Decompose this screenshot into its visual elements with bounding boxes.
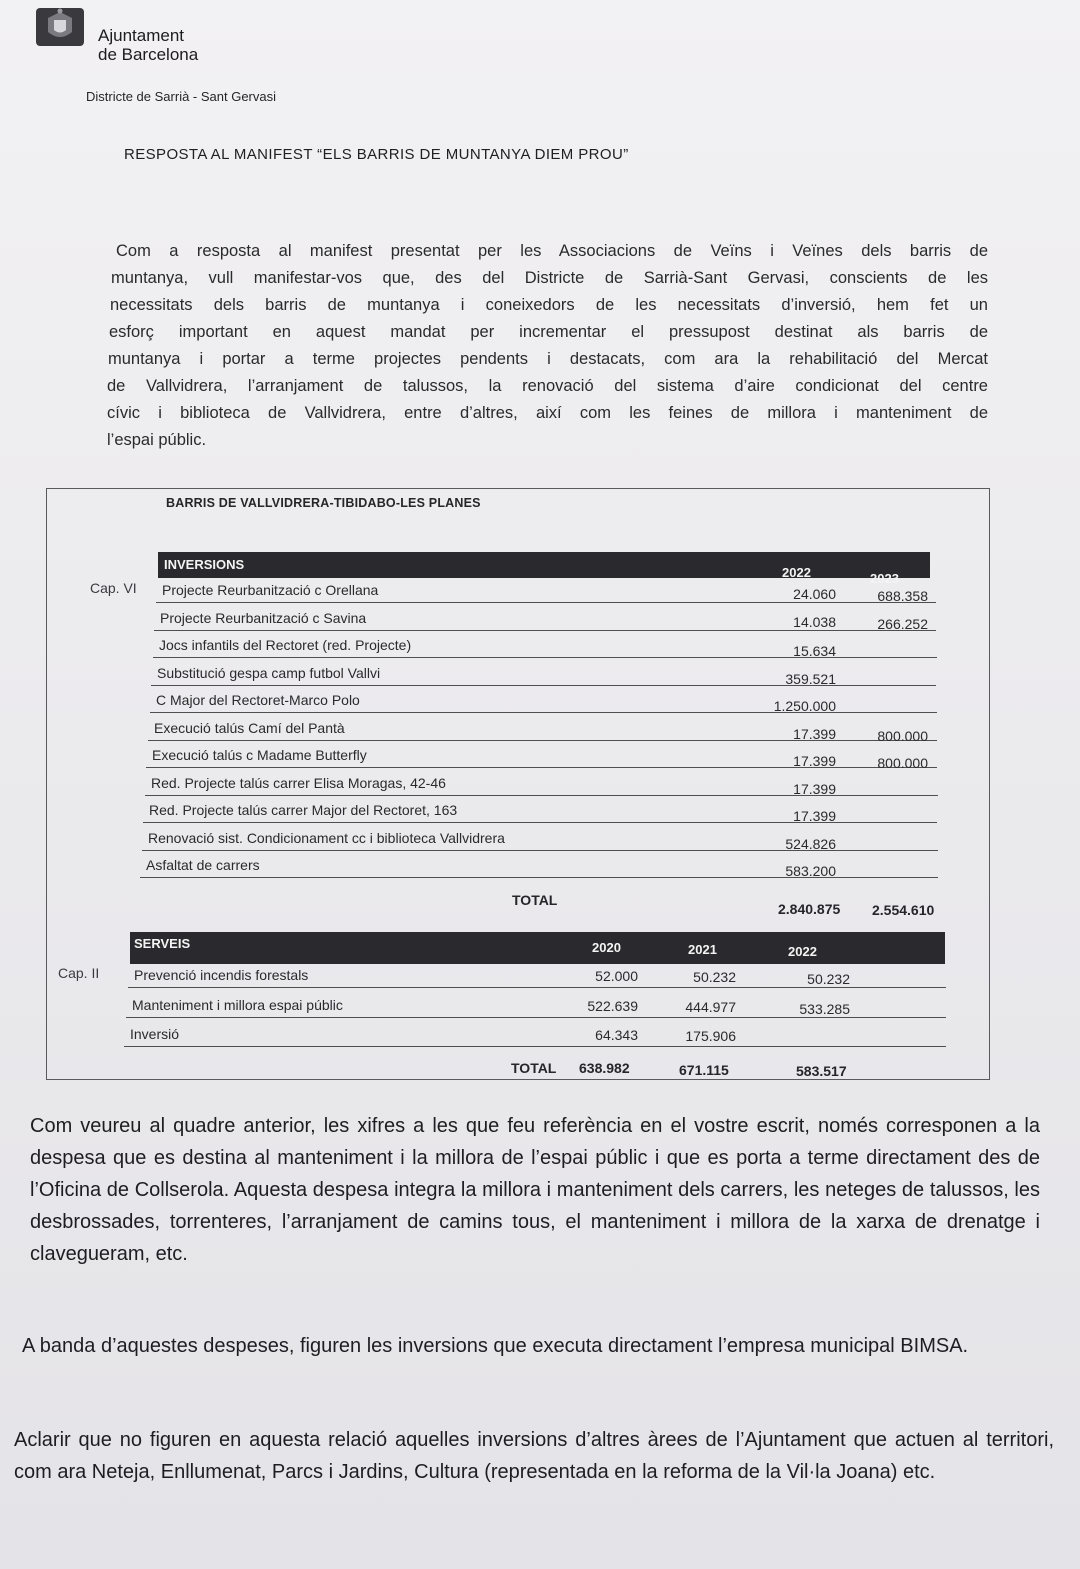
intro-line: muntanya i portar a terme projectes pendents i destacats, com ara la rehabilitació del Mercat <box>108 350 988 368</box>
table-row <box>143 800 937 823</box>
row-label: Jocs infantils del Rectoret (red. Projecte) <box>159 637 412 653</box>
table-row <box>128 965 946 988</box>
ajuntament-logo-icon <box>32 4 88 48</box>
row-label: Red. Projecte talús carrer Elisa Moragas, 42-46 <box>151 775 446 791</box>
value-2023: 800.000 <box>877 728 928 744</box>
value-2020: 64.343 <box>595 1027 638 1043</box>
value-2023: 266.252 <box>877 616 928 632</box>
value-2022: 17.399 <box>793 726 836 742</box>
table-title: BARRIS DE VALLVIDRERA-TIBIDABO-LES PLANES <box>166 496 481 510</box>
row-label: Projecte Reurbanització c Savina <box>160 610 367 626</box>
table-row <box>124 1024 946 1047</box>
serveis-total-2022: 583.517 <box>796 1063 847 1079</box>
value-2023: 800.000 <box>877 755 928 771</box>
cap-vi-label: Cap. VI <box>90 580 137 596</box>
value-2021: 175.906 <box>685 1028 736 1044</box>
value-2022: 1.250.000 <box>773 698 836 714</box>
inversions-header-bar <box>158 552 930 586</box>
intro-paragraph <box>107 238 988 454</box>
value-2022: 17.399 <box>793 808 836 824</box>
table-row <box>142 828 938 851</box>
row-label: Inversió <box>130 1026 180 1042</box>
inversions-total-label: TOTAL <box>512 892 558 908</box>
intro-line: Com a resposta al manifest presentat per les Associacions de Veïns i Veïnes dels barris de <box>116 242 988 260</box>
serveis-total-2020: 638.982 <box>579 1060 630 1076</box>
table-row <box>151 663 936 686</box>
value-2022: 583.200 <box>785 863 836 879</box>
value-2022: 17.399 <box>793 781 836 797</box>
intro-line: necessitats dels barris de muntanya i coneixedors de les necessitats d’inversió, hem fet un <box>110 296 988 314</box>
value-2022: 17.399 <box>793 753 836 769</box>
value-2022: 359.521 <box>785 671 836 687</box>
inversions-total-2022: 2.840.875 <box>778 901 841 917</box>
value-2020: 522.639 <box>587 998 638 1014</box>
intro-line: cívic i biblioteca de Vallvidrera, entre d’altres, així com les feines de millora i manteniment de <box>107 404 988 422</box>
row-label: Renovació sist. Condicionament cc i biblioteca Vallvidrera <box>148 830 505 846</box>
body-paragraph-1: Com veureu al quadre anterior, les xifres a les que feu referència en el vostre escrit, només corresponen a la despesa que es destina al manteniment i la millora de l’espai públic i que es porta a terme directament des de l’Oficina de Collserola. Aquesta despesa integra la millora i manteniment dels carrers, les neteges de talussos, les desbrossades, torrenteres, l’arranjament de camins tous, el manteniment i millora de la xarxa de drenatge i clavegueram, etc. <box>30 1115 1040 1265</box>
serveis-year-2022: 2022 <box>788 944 817 959</box>
row-label: Asfaltat de carrers <box>146 857 260 873</box>
value-2021: 444.977 <box>685 999 736 1015</box>
intro-line: de Vallvidrera, l’arranjament de talussos, la renovació del sistema d’aire condicionat del centre <box>107 377 988 395</box>
row-label: Manteniment i millora espai públic <box>132 997 343 1013</box>
serveis-year-2020: 2020 <box>592 940 621 955</box>
table-row <box>126 995 946 1018</box>
table-row <box>148 718 937 744</box>
value-2022: 50.232 <box>807 971 850 987</box>
table-row <box>140 855 938 878</box>
serveis-total-label: TOTAL <box>511 1060 557 1076</box>
table-row <box>153 635 937 658</box>
value-2022: 14.038 <box>793 614 836 630</box>
table-row <box>156 580 936 603</box>
org-line-2: de Barcelona <box>98 45 199 64</box>
body-paragraph-3: Aclarir que no figuren en aquesta relació aquelles inversions d’altres àrees de l’Ajuntament que actuen al territori, com ara Neteja, Enllumenat, Parcs i Jardins, Cultura (representada en la reforma de la Vil·la Joana) etc. <box>14 1429 1054 1483</box>
serveis-header-bar <box>130 932 945 964</box>
value-2020: 52.000 <box>595 968 638 984</box>
cap-ii-label: Cap. II <box>58 965 100 981</box>
value-2021: 50.232 <box>693 969 736 985</box>
serveis-total-2021: 671.115 <box>679 1062 729 1078</box>
body-paragraph-2: A banda d’aquestes despeses, figuren les inversions que executa directament l’empresa municipal BIMSA. <box>22 1335 969 1357</box>
intro-line: l’espai públic. <box>107 431 207 449</box>
table-row <box>154 608 936 631</box>
value-2022: 15.634 <box>793 643 836 659</box>
row-label: Execució talús c Madame Butterfly <box>152 747 367 763</box>
table-row <box>146 745 937 771</box>
organization-name <box>98 26 198 64</box>
inversions-header: INVERSIONS <box>164 557 245 572</box>
row-label: Prevenció incendis forestals <box>134 967 309 983</box>
inversions-total-2023: 2.554.610 <box>872 902 935 918</box>
value-2022: 24.060 <box>793 586 836 602</box>
row-label: C Major del Rectoret-Marco Polo <box>156 692 360 708</box>
inversions-year-2023: 2023 <box>870 571 899 586</box>
inversions-year-2022: 2022 <box>782 565 811 580</box>
serveis-header: SERVEIS <box>134 936 191 951</box>
serveis-year-2021: 2021 <box>688 942 717 957</box>
table-row <box>150 690 937 713</box>
district-name: Districte de Sarrià - Sant Gervasi <box>86 89 277 104</box>
row-label: Red. Projecte talús carrer Major del Rectoret, 163 <box>149 802 458 818</box>
intro-line: esforç important en aquest mandat per incrementar el pressupost destinat als barris de <box>109 323 988 341</box>
row-label: Execució talús Camí del Pantà <box>154 720 345 736</box>
value-2022: 524.826 <box>785 836 836 852</box>
intro-line: muntanya, vull manifestar-vos que, des del Districte de Sarrià-Sant Gervasi, conscients de les <box>111 269 988 287</box>
value-2022: 533.285 <box>799 1001 850 1017</box>
row-label: Substitució gespa camp futbol Vallvi <box>157 665 381 681</box>
value-2023: 688.358 <box>877 588 928 604</box>
row-label: Projecte Reurbanització c Orellana <box>162 582 379 598</box>
table-row <box>145 773 938 796</box>
org-line-1: Ajuntament <box>98 26 184 45</box>
document-title: RESPOSTA AL MANIFEST “ELS BARRIS DE MUNTANYA DIEM PROU” <box>124 146 629 163</box>
